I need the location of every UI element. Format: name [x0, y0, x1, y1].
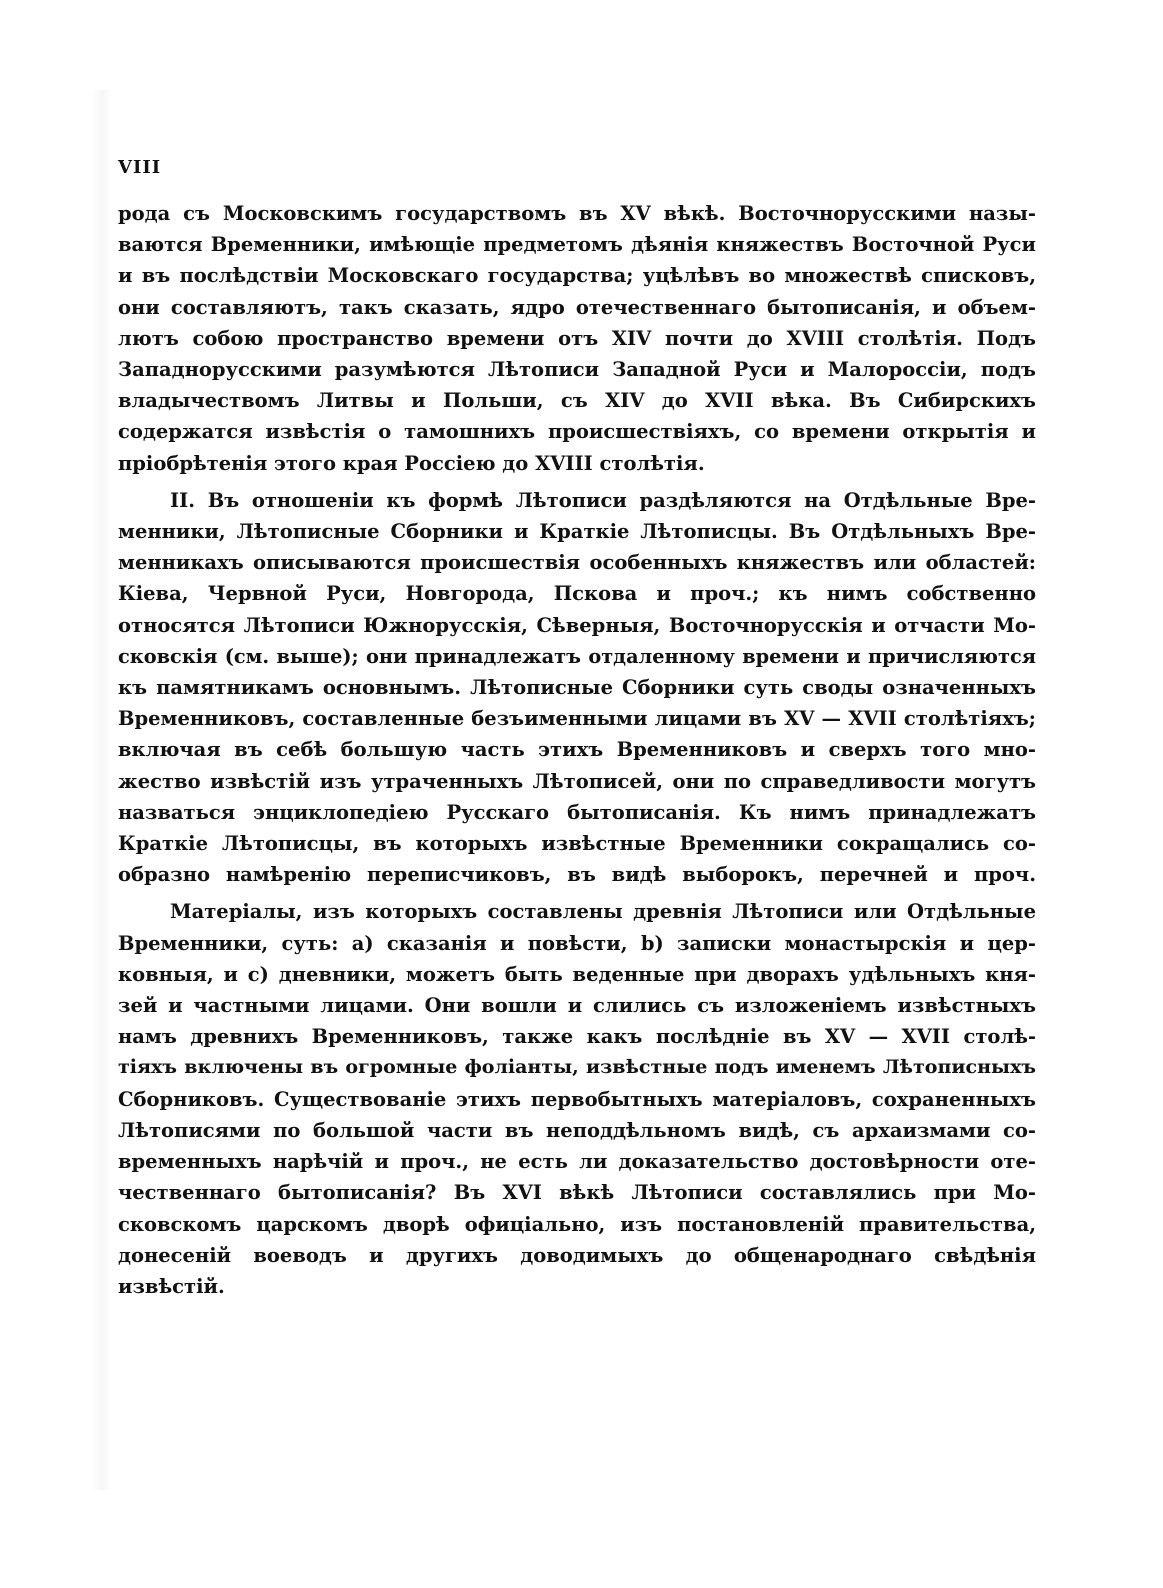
text-line: временныхъ нарѣчій и проч., не есть ли доказательство достовѣрности оте- [118, 1150, 1036, 1174]
text-line: назваться энциклопедіею Русскаго бытописанія. Къ нимъ принадлежатъ [118, 800, 1036, 824]
text-line: Временники, суть: а) сказанія и повѣсти, b) записки монастырскія и цер- [118, 931, 1036, 955]
text-line: содержатся извѣстія о тамошнихъ происшествіяхъ, со времени открытія и [118, 420, 1036, 444]
text-line: къ памятникамъ основнымъ. Лѣтописные Сборники суть своды означенныхъ [118, 676, 1036, 700]
body-text [118, 198, 1036, 1302]
text-line: сковскія (см. выше); они принадлежатъ отдаленному времени и причисляются [118, 644, 1036, 668]
text-line: Краткіе Лѣтописцы, въ которыхъ извѣстные Временники сокращались со- [118, 832, 1036, 856]
text-line: Сборниковъ. Существованіе этихъ первобытныхъ матеріаловъ, сохраненныхъ [118, 1087, 1036, 1111]
text-line: Временниковъ, составленные безъименными лицами въ XV — XVII столѣтіяхъ; [118, 707, 1036, 731]
text-line: пріобрѣтенія этого края Россіею до XVIII столѣтія. [118, 451, 705, 475]
text-line: ваются Временники, имѣющіе предметомъ дѣянія княжествъ Восточной Руси [118, 233, 1036, 257]
paragraph-2 [118, 485, 1036, 891]
text-line: Западнорусскими разумѣются Лѣтописи Западной Руси и Малороссіи, подъ [118, 358, 1036, 382]
text-line: включая въ себѣ большую часть этихъ Временниковъ и сверхъ того мно- [118, 738, 1036, 762]
text-line: лютъ собою пространство времени отъ XIV почти до XVIII столѣтія. Подъ [118, 326, 1036, 350]
paragraph-3 [118, 896, 1036, 1302]
text-line: чественнаго бытописанія? Въ XVI вѣкѣ Лѣтописи составлялись при Мо- [118, 1181, 1036, 1205]
text-line: владычествомъ Литвы и Польши, съ XIV до XVII вѣка. Въ Сибирскихъ [118, 389, 1036, 413]
text-line: они составляютъ, такъ сказать, ядро отечественнаго бытописанія, и объем- [118, 295, 1036, 319]
text-line: намъ древнихъ Временниковъ, также какъ послѣдніе въ XV — XVII столѣ- [118, 1025, 1036, 1049]
scan-shadow [92, 90, 112, 1490]
text-line: II. Въ отношеніи къ формѣ Лѣтописи раздѣляются на Отдѣльные Вре- [170, 488, 1036, 512]
text-line: жество извѣстій изъ утраченныхъ Лѣтописей, они по справедливости могутъ [118, 769, 1036, 793]
text-line: рода съ Московскимъ государствомъ въ XV вѣкѣ. Восточнорусскими назы- [118, 202, 1036, 225]
paragraph-1 [118, 198, 1036, 479]
text-line: сковскомъ царскомъ дворѣ офиціально, изъ постановленій правительства, [118, 1212, 1036, 1236]
text-line: зей и частными лицами. Они вошли и слились съ изложеніемъ извѣстныхъ [118, 994, 1036, 1018]
text-line: менникахъ описываются происшествія особенныхъ княжествъ или областей: [118, 551, 1036, 575]
text-line: Матеріалы, изъ которыхъ составлены древнія Лѣтописи или Отдѣльные [170, 900, 1036, 924]
text-line: Лѣтописями по большой части въ неподдѣльномъ видѣ, съ архаизмами со- [118, 1118, 1036, 1142]
text-line: тіяхъ включены въ огромные фоліанты, извѣстные подъ именемъ Лѣтописныхъ [118, 1056, 1036, 1079]
text-line: образно намѣренію переписчиковъ, въ видѣ выборокъ, перечней и проч. [118, 863, 1036, 887]
text-line: донесеній воеводъ и другихъ доводимыхъ до общенароднаго свѣдѣнія [118, 1243, 1036, 1267]
text-line: и въ послѣдствіи Московскаго государства; уцѣлѣвъ во множествѣ списковъ, [118, 264, 1036, 288]
text-line: Кіева, Червной Руси, Новгорода, Пскова и проч.; къ нимъ собственно [118, 582, 1036, 606]
text-line: относятся Лѣтописи Южнорусскія, Сѣверныя, Восточнорусскія и отчасти Мо- [118, 613, 1036, 637]
text-line: ковныя, и с) дневники, можетъ быть веденные при дворахъ удѣльныхъ кня- [118, 962, 1036, 986]
text-line: извѣстій. [118, 1274, 225, 1298]
text-line: менники, Лѣтописные Сборники и Краткіе Лѣтописцы. Въ Отдѣльныхъ Вре- [118, 520, 1036, 544]
page-number: VIII [118, 157, 162, 178]
